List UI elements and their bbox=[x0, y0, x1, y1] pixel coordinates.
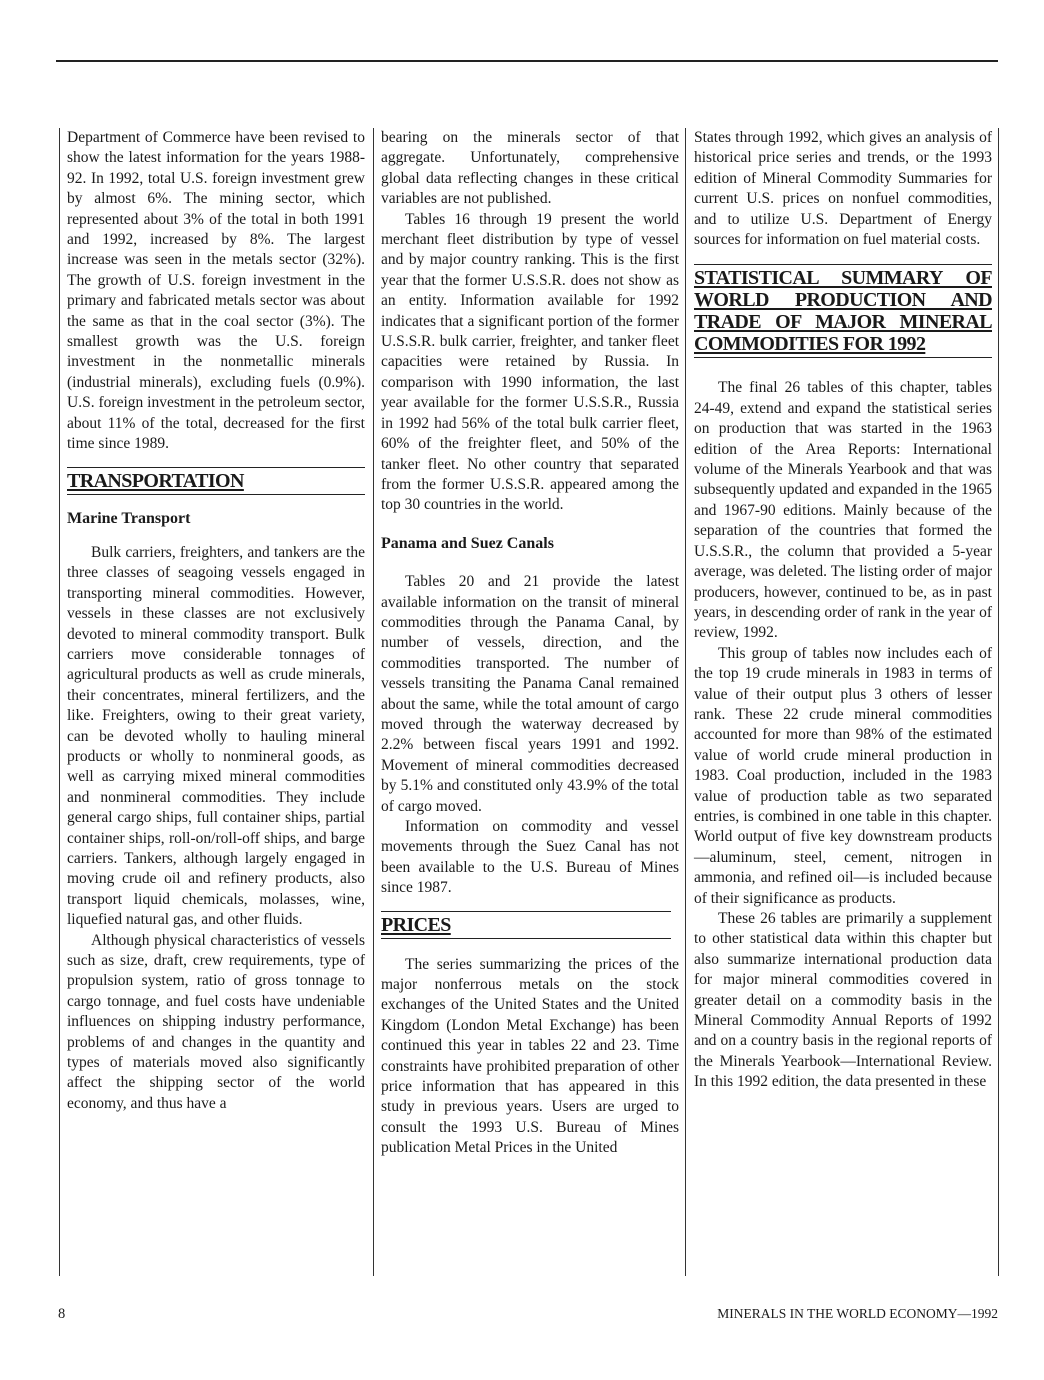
column-rule-left bbox=[59, 128, 60, 1276]
paragraph: The final 26 tables of this chapter, tables 24-49, extend and expand the statistical series on production that was started in the 1963 edition of the Area Reports: International volume of the Minerals Yearbook and that was subsequently updated and expanded in the 1965 and 1967-90 editions. Mainly because of the separation of the countries that formed the U.S.S.R., the column that provided a 5-year average, was deleted. The listing order of major producers, however, continued to be, as in past years, in descending order of rank in the year of review, 1992. bbox=[694, 379, 992, 642]
paragraph: The series summarizing the prices of the major nonferrous metals on the stock exchanges of the United States and the United Kingdom (London Metal Exchange) has been continued this year in tables 22 and 23. Time constraints have prohibited preparation of other price information that has appeared in this study in previous years. Users are urged to consult the 1993 U.S. Bureau of Mines publication Metal Prices in the United bbox=[381, 955, 679, 1157]
column-3 bbox=[694, 128, 992, 1093]
column-2 bbox=[381, 128, 679, 1159]
subheading-panama-suez: Panama and Suez Canals bbox=[381, 534, 554, 552]
paragraph: States through 1992, which gives an analysis of historical price series and trends, or the 1993 edition of Mineral Commodity Summaries for current U.S. prices on nonfuel commodities, and to utilize U.S. Department of Energy sources for information on fuel material costs. bbox=[694, 129, 992, 249]
page-number: 8 bbox=[58, 1306, 66, 1322]
section-title: TRANSPORTATION bbox=[67, 469, 244, 492]
section-heading-prices bbox=[381, 911, 671, 939]
paragraph: Information on commodity and vessel movements through the Suez Canal has not been available to the U.S. Bureau of Mines since 1987. bbox=[381, 818, 679, 897]
section-title: STATISTICAL SUMMARY OF WORLD PRODUCTION AND TRADE OF MAJOR MINERAL COMMODITIES FOR 1992 bbox=[694, 267, 992, 356]
paragraph: Tables 16 through 19 present the world merchant fleet distribution by type of vessel and by major country ranking. This is the first year that the former U.S.S.R. does not show as an entity. Information available for 1992 indicates that a significant portion of the former U.S.S.R. bulk carrier, freighter, and tanker fleet capacities were retained by Russia. In comparison with 1990 information, the last year available for the former U.S.S.R., Russia in 1992 had 56% of the total bulk carrier fleet, 60% of the freighter fleet, and 50% of the tanker fleet. No other country that separated from the former U.S.S.R. appeared among the top 30 countries in the world. bbox=[381, 210, 679, 514]
paragraph: Tables 20 and 21 provide the latest available information on the transit of mineral commodities through the Panama Canal, by number of vessels, direction, and the commodities transported. The number of vessels transiting the Panama Canal remained about the same, while the total amount of cargo moved through the waterway decreased by 2.2% between fiscal years 1991 and 1992. Movement of mineral commodities decreased by 5.1% and constituted only 43.9% of the total of cargo moved. bbox=[381, 573, 679, 815]
section-heading-transportation bbox=[67, 467, 365, 495]
column-rule-right bbox=[998, 128, 999, 1276]
paragraph: Department of Commerce have been revised to show the latest information for the years 1988-92. In 1992, total U.S. foreign investment grew by almost 6%. The mining sector, which represented about 3% of the total in both 1991 and 1992, increased by 8%. The largest increase was seen in the metals sector (32%). The growth of U.S. foreign investment in the primary and fabricated metals sector was about the same as that in the coal sector (3%). The smallest growth was the U.S. foreign investment in the nonmetallic minerals (industrial minerals), excluding fuels (0.9%). U.S. foreign investment in the petroleum sector, about 11% of the total, decreased for the first time since 1989. bbox=[67, 129, 365, 453]
column-rule-2 bbox=[685, 128, 686, 1276]
paragraph: bearing on the minerals sector of that aggregate. Unfortunately, comprehensive global data reflecting changes in these critical variables are not published. bbox=[381, 129, 679, 208]
section-title: PRICES bbox=[381, 913, 451, 936]
running-footer: MINERALS IN THE WORLD ECONOMY—1992 bbox=[717, 1306, 998, 1321]
column-rule-1 bbox=[373, 128, 374, 1276]
paragraph: Bulk carriers, freighters, and tankers are the three classes of seagoing vessels engaged in transporting mineral commodities. However, vessels in these classes are not exclusively devoted to mineral commodity transport. Bulk carriers move considerable tonnages of agricultural products as well as crude minerals, their concentrates, mineral fertilizers, and the like. Freighters, owing to their great variety, can be devoted wholly to hauling mineral products or wholly to nonmineral goods, as well as carrying mixed mineral commodities and nonmineral commodities. They include general cargo ships, full container ships, partial container ships, roll-on/roll-off ships, and barge carriers. Tankers, although largely engaged in moving crude oil and refinery products, also transport liquid chemicals, molasses, wine, liquefied natural gas, and other fluids. bbox=[67, 543, 365, 929]
paragraph: This group of tables now includes each of the top 19 crude minerals in 1983 in terms of value of their output plus 3 others of lesser rank. These 22 crude mineral commodities accounted for more than 98% of the estimated value of world crude mineral production in 1983. Coal production, included in the 1983 value of production table as two separated entries, is combined in one table in this chapter. World output of five key downstream products—aluminum, steel, cement, nitrogen in ammonia, and refined oil—is included because of their significance as products. bbox=[694, 644, 992, 907]
paragraph: These 26 tables are primarily a supplement to other statistical data within this chapter but also summarize international production data for major mineral commodities covered in greater detail on a commodity basis in the Mineral Commodity Annual Reports of 1992 and on a country basis in the regional reports of the Minerals Yearbook—International Review. In this 1992 edition, the data presented in these bbox=[694, 910, 992, 1091]
top-rule bbox=[56, 60, 998, 62]
subheading-marine-transport: Marine Transport bbox=[67, 509, 191, 527]
paragraph: Although physical characteristics of vessels such as size, draft, crew requirements, type of propulsion system, ratio of gross tonnage to cargo tonnage, and fuel costs have undeniable influences on shipping industry performance, problems of and changes in the quantity and types of materials moved also significantly affect the shipping sector of the world economy, and thus have a bbox=[67, 931, 365, 1112]
section-heading-statistical-summary bbox=[694, 264, 992, 358]
column-1 bbox=[67, 128, 365, 1114]
